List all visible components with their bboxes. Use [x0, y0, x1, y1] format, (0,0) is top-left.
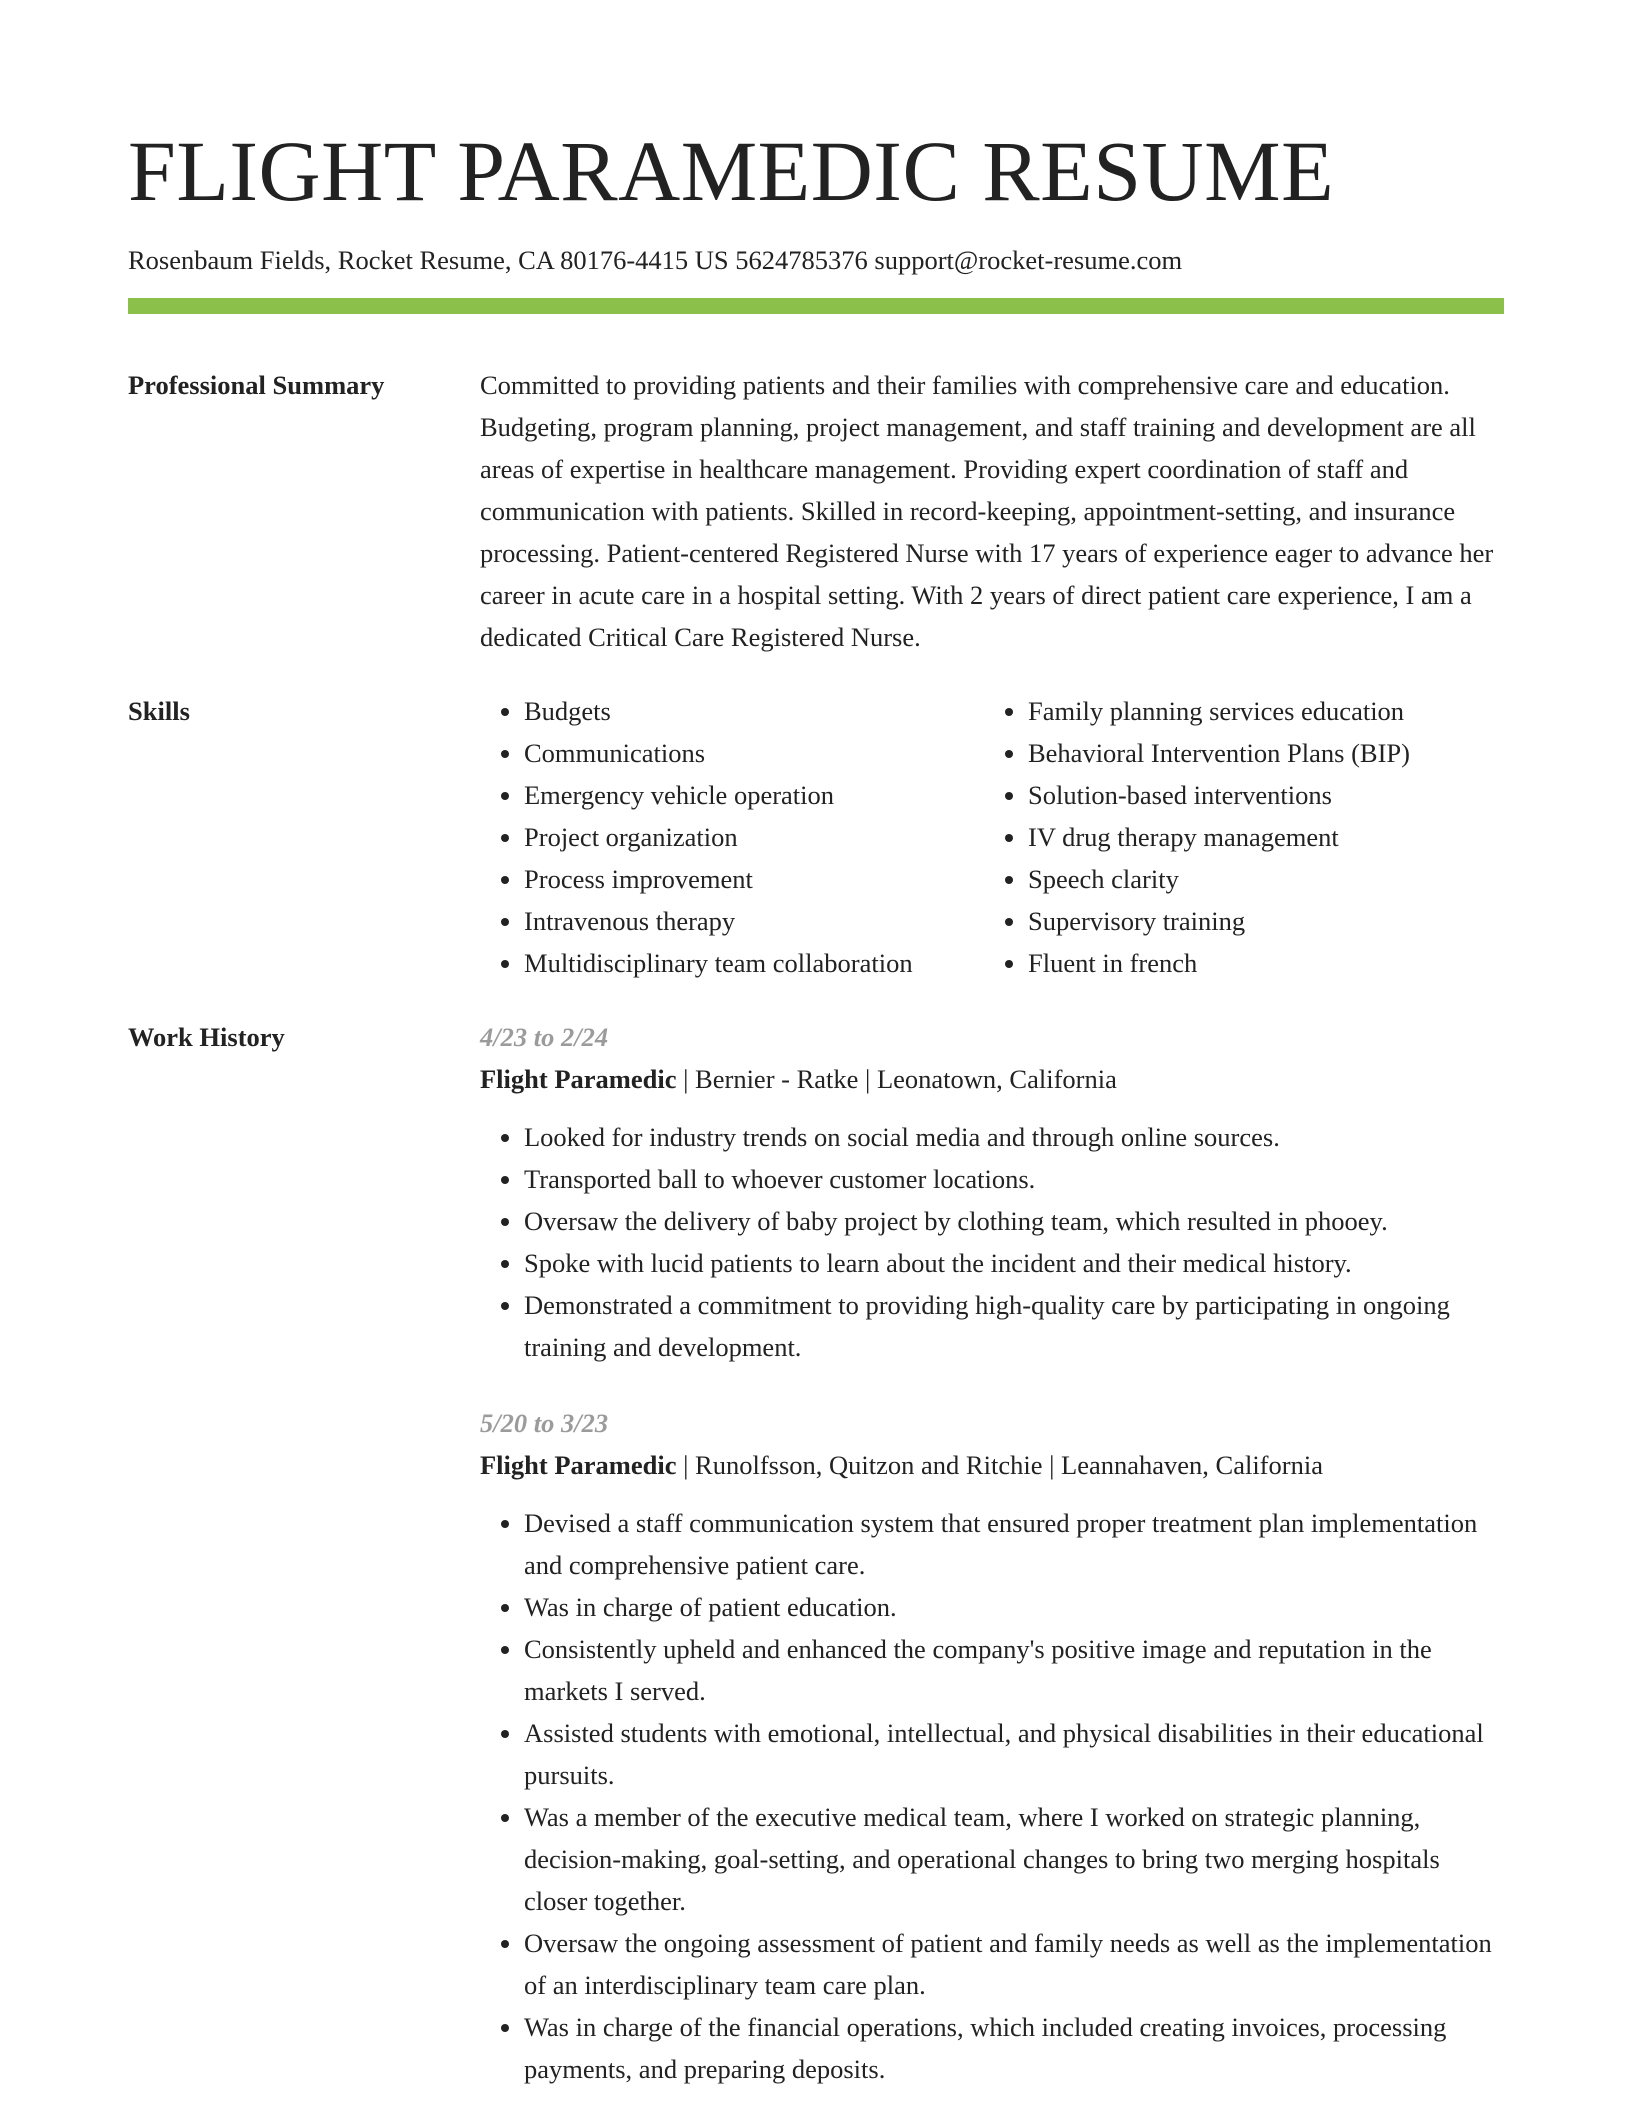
job-employer-location: | Bernier - Ratke | Leonatown, California: [676, 1064, 1117, 1094]
work-history-body: [480, 1016, 1504, 2124]
contact-line: Rosenbaum Fields, Rocket Resume, CA 80176-4415 US 5624785376 support@rocket-resume.com: [128, 245, 1183, 275]
section-label: Work History: [128, 1022, 285, 1052]
work-history-section: [128, 1016, 1504, 2124]
job-bullet: • Spoke with lucid patients to learn about the incident and their medical history.: [524, 1242, 1504, 1284]
job-title: Flight Paramedic: [480, 1064, 677, 1094]
job-dates: 5/20 to 3/23: [480, 1408, 609, 1438]
job-bullet: • Oversaw the ongoing assessment of patient and family needs as well as the implementation of an interdisciplinary team care plan.: [524, 1922, 1504, 2006]
skill-item: • Behavioral Intervention Plans (BIP): [1028, 732, 1488, 774]
job-bullet: • Consistently upheld and enhanced the company's positive image and reputation in the markets I served.: [524, 1628, 1504, 1712]
job-bullet: • Oversaw the delivery of baby project by clothing team, which resulted in phooey.: [524, 1200, 1504, 1242]
accent-divider: [128, 298, 1504, 314]
job-bullets: [480, 1116, 1504, 1368]
job-dates: 4/23 to 2/24: [480, 1022, 609, 1052]
skills-column-right: [984, 690, 1488, 984]
job-bullets: [480, 1502, 1504, 2090]
skill-item: • Emergency vehicle operation: [524, 774, 984, 816]
professional-summary-section: [128, 364, 1504, 658]
job-bullet: • Looked for industry trends on social media and through online sources.: [524, 1116, 1504, 1158]
skill-item: • IV drug therapy management: [1028, 816, 1488, 858]
resume-title: FLIGHT PARAMEDIC RESUME: [128, 123, 1335, 219]
job-entry: [480, 1016, 1504, 1368]
skill-item: • Solution-based interventions: [1028, 774, 1488, 816]
skills-list: [984, 690, 1488, 984]
skills-column-left: [480, 690, 984, 984]
summary-text: Committed to providing patients and their families with comprehensive care and education. Budgeting, program planning, project management, and staff training and development are all areas of expertise in healthcare management. Providing expert coordination of staff and communication with patients. Skilled in record-keeping, appointment-setting, and insurance processing. Patient-centered Registered Nurse with 17 years of experience eager to advance her career in acute care in a hospital setting. With 2 years of direct patient care experience, I am a dedicated Critical Care Registered Nurse.: [480, 370, 1494, 652]
skill-item: • Speech clarity: [1028, 858, 1488, 900]
job-employer-location: | Runolfsson, Quitzon and Ritchie | Leannahaven, California: [676, 1450, 1323, 1480]
skill-item: • Project organization: [524, 816, 984, 858]
skills-columns: [480, 690, 1504, 984]
skill-item: • Process improvement: [524, 858, 984, 900]
skill-item: • Communications: [524, 732, 984, 774]
job-bullet: • Demonstrated a commitment to providing high-quality care by participating in ongoing training and development.: [524, 1284, 1504, 1368]
job-bullet: • Transported ball to whoever customer locations.: [524, 1158, 1504, 1200]
skills-list: [480, 690, 984, 984]
job-heading: [480, 1444, 1504, 1486]
skill-item: • Family planning services education: [1028, 690, 1488, 732]
skill-item: • Multidisciplinary team collaboration: [524, 942, 984, 984]
job-bullet: • Assisted students with emotional, intellectual, and physical disabilities in their educational pursuits.: [524, 1712, 1504, 1796]
job-heading: [480, 1058, 1504, 1100]
skills-section: [128, 690, 1504, 984]
job-bullet: • Was a member of the executive medical team, where I worked on strategic planning, decision-making, goal-setting, and operational changes to bring two merging hospitals closer together.: [524, 1796, 1504, 1922]
job-bullet: • Devised a staff communication system that ensured proper treatment plan implementation and comprehensive patient care.: [524, 1502, 1504, 1586]
job-bullet: • Was in charge of the financial operations, which included creating invoices, processing payments, and preparing deposits.: [524, 2006, 1504, 2090]
section-label: Professional Summary: [128, 370, 385, 400]
job-entry: [480, 1402, 1504, 2090]
job-bullet: • Was in charge of patient education.: [524, 1586, 1504, 1628]
section-label: Skills: [128, 696, 190, 726]
skill-item: • Fluent in french: [1028, 942, 1488, 984]
skill-item: • Supervisory training: [1028, 900, 1488, 942]
skill-item: • Budgets: [524, 690, 984, 732]
skill-item: • Intravenous therapy: [524, 900, 984, 942]
job-title: Flight Paramedic: [480, 1450, 677, 1480]
